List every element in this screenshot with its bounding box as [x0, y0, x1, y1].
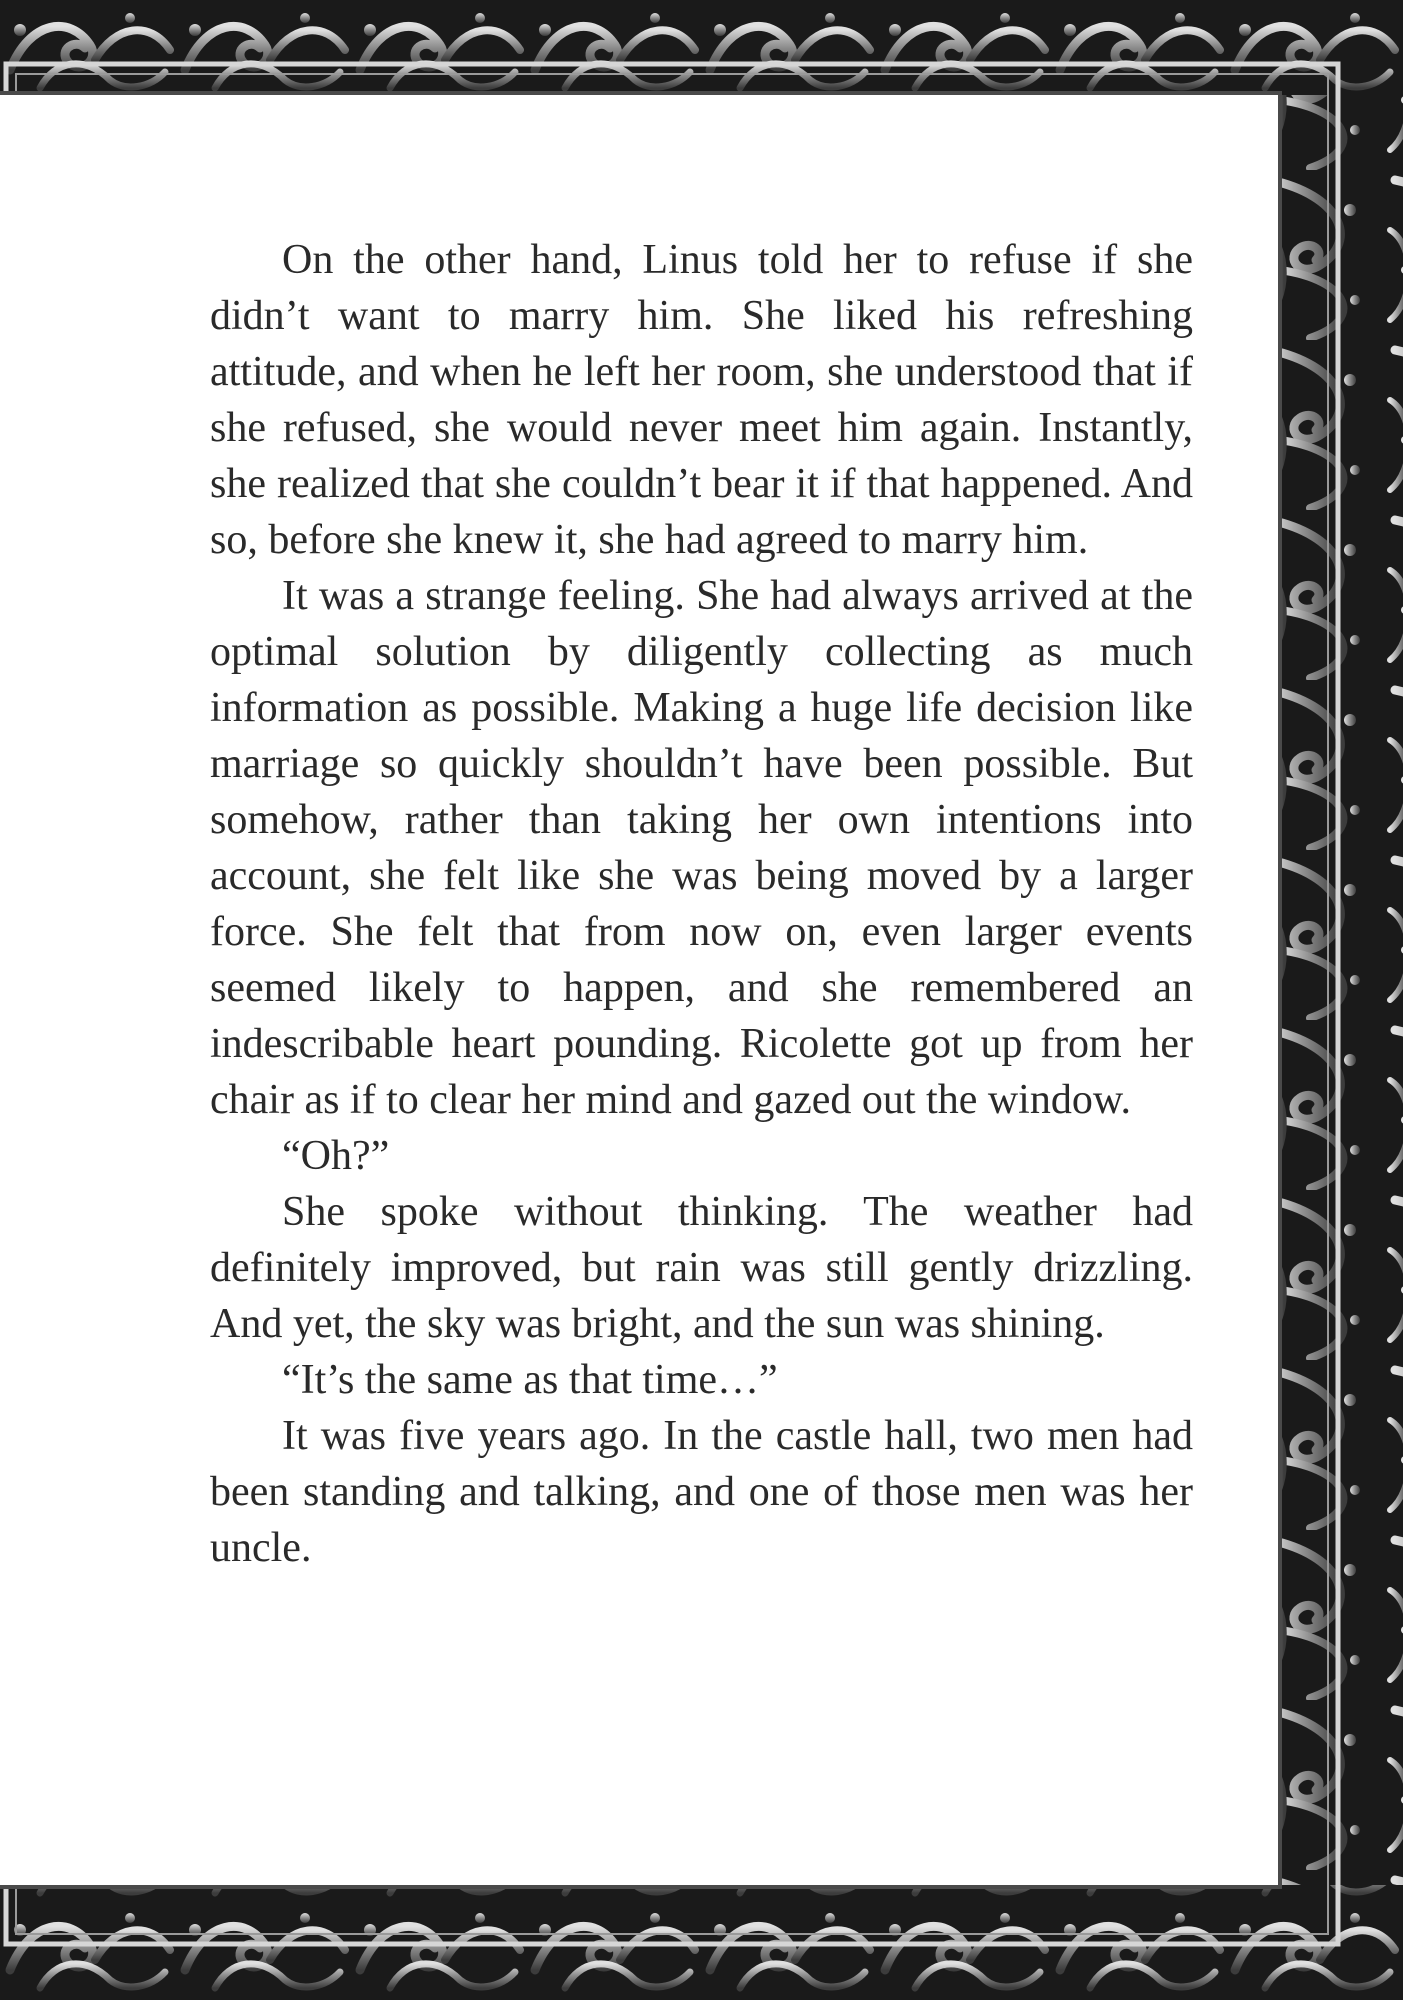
story-text	[210, 232, 1193, 1576]
paragraph: “Oh?”	[282, 1133, 390, 1179]
top-scroll-ornament	[0, 0, 1403, 95]
paragraph: It was five years ago. In the castle hall, two men had been standing and talking, and one of those men was her uncle.	[210, 1413, 1193, 1571]
paragraph: It was a strange feeling. She had always arrived at the optimal solution by diligently collecting as much information as possible. Making a huge life decision like marriage so quickly shouldn’t have been possible. But somehow, rather than taking her own intentions into account, she felt like she was being moved by a larger force. She felt that from now on, even larger events seemed likely to happen, and she remembered an indescribable heart pounding. Ricolette got up from her chair as if to clear her mind and gazed out the window.	[210, 573, 1193, 1123]
paragraph: “It’s the same as that time…”	[282, 1357, 778, 1403]
paragraph: She spoke without thinking. The weather had definitely improved, but rain was still gently drizzling. And yet, the sky was bright, and the sun was shining.	[210, 1189, 1193, 1347]
paragraph: On the other hand, Linus told her to refuse if she didn’t want to marry him. She liked his refreshing attitude, and when he left her room, she understood that if she refused, she would never meet him again. Instantly, she realized that she couldn’t bear it if that happened. And so, before she knew it, she had agreed to marry him.	[210, 237, 1193, 563]
